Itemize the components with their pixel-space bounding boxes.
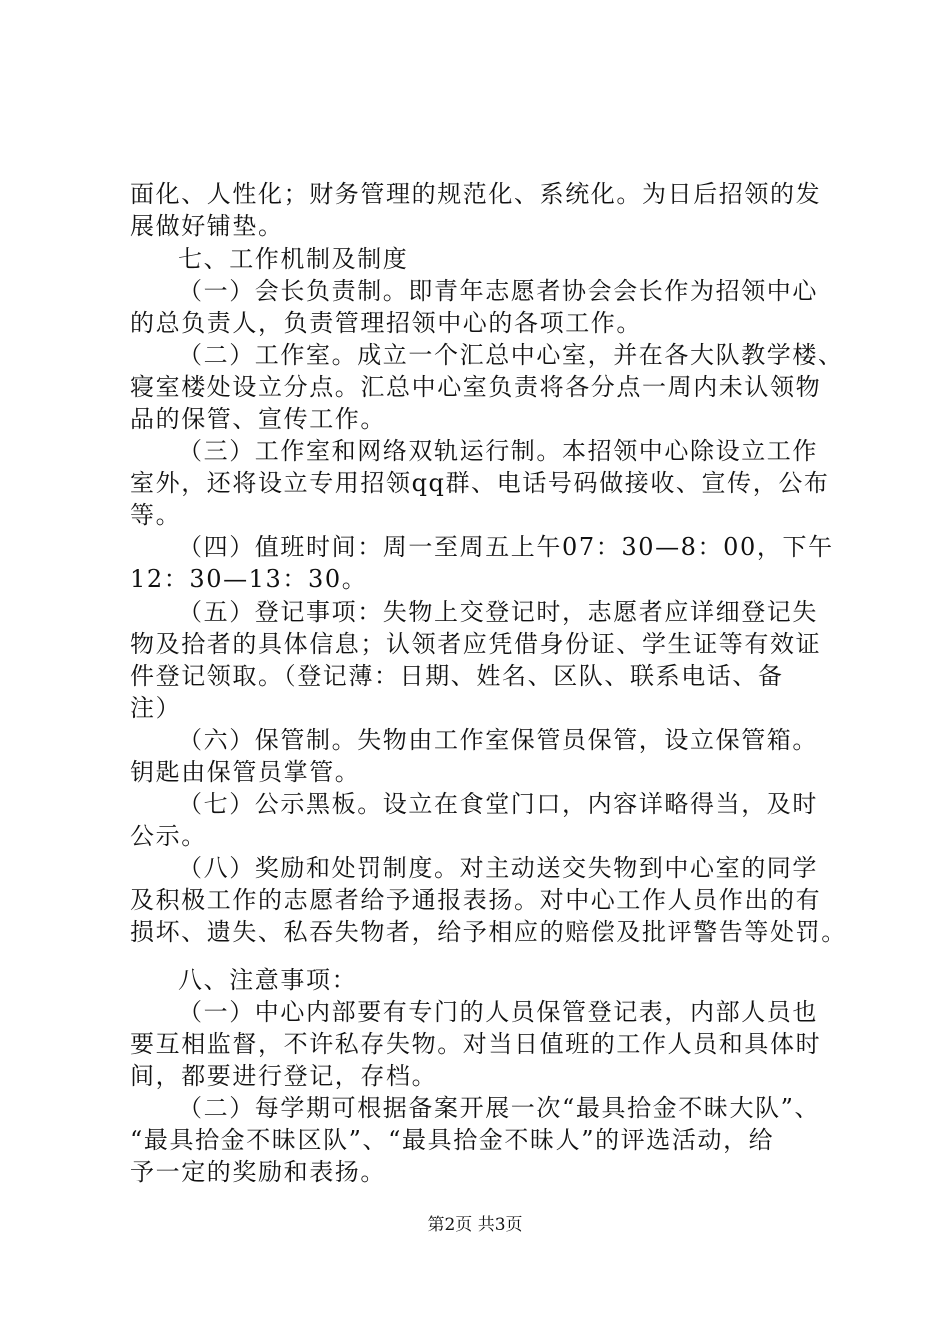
- text-line: 钥匙由保管员掌管。: [130, 758, 361, 786]
- text-line: （五）登记事项：失物上交登记时，志愿者应详细登记失: [178, 598, 818, 626]
- text-line: （四）值班时间：周一至周五上午07：30—8：00，下午: [178, 533, 834, 561]
- text-line: 及积极工作的志愿者给予通报表扬。对中心工作人员作出的有: [130, 886, 822, 914]
- text-line: （七）公示黑板。设立在食堂门口，内容详略得当，及时: [178, 790, 818, 818]
- text-line: （二）工作室。成立一个汇总中心室，并在各大队教学楼、: [178, 341, 844, 369]
- text-line: 损坏、遗失、私吞失物者，给予相应的赔偿及批评警告等处罚。: [130, 918, 847, 946]
- text-line: 展做好铺垫。: [130, 212, 284, 240]
- page-number: 第2页 共3页: [427, 1215, 523, 1235]
- text-line: 面化、人性化；财务管理的规范化、系统化。为日后招领的发: [130, 180, 822, 208]
- text-line: （一）会长负责制。即青年志愿者协会会长作为招领中心: [178, 277, 818, 305]
- text-line: 间，都要进行登记，存档。: [130, 1062, 438, 1090]
- text-line: 物及拾者的具体信息；认领者应凭借身份证、学生证等有效证: [130, 630, 822, 658]
- text-line: 室外，还将设立专用招领qq群、电话号码做接收、宣传，公布: [130, 469, 830, 497]
- text-line: “最具拾金不昧区队”、“最具拾金不昧人”的评选活动，给: [130, 1126, 775, 1154]
- text-line: 要互相监督，不许私存失物。对当日值班的工作人员和具体时: [130, 1030, 822, 1058]
- text-line: （六）保管制。失物由工作室保管员保管，设立保管箱。: [178, 726, 818, 754]
- text-line: （八）奖励和处罚制度。对主动送交失物到中心室的同学: [178, 854, 818, 882]
- text-line: （二）每学期可根据备案开展一次“最具拾金不昧大队”、: [178, 1094, 821, 1122]
- text-line: 寝室楼处设立分点。汇总中心室负责将各分点一周内未认领物: [130, 373, 822, 401]
- text-line: （一）中心内部要有专门的人员保管登记表，内部人员也: [178, 998, 818, 1026]
- text-line: 件登记领取。（登记薄：日期、姓名、区队、联系电话、备: [130, 662, 784, 690]
- section-heading: 八、注意事项：: [178, 966, 358, 994]
- text-line: 等。: [130, 501, 182, 529]
- section-heading: 七、工作机制及制度: [178, 245, 409, 273]
- text-line: 公示。: [130, 822, 207, 850]
- text-line: 注）: [130, 694, 182, 722]
- text-line: 的总负责人，负责管理招领中心的各项工作。: [130, 309, 642, 337]
- text-line: 品的保管、宣传工作。: [130, 405, 386, 433]
- text-line: 12：30—13：30。: [130, 565, 368, 593]
- text-line: 予一定的奖励和表扬。: [130, 1158, 386, 1186]
- text-line: （三）工作室和网络双轨运行制。本招领中心除设立工作: [178, 437, 818, 465]
